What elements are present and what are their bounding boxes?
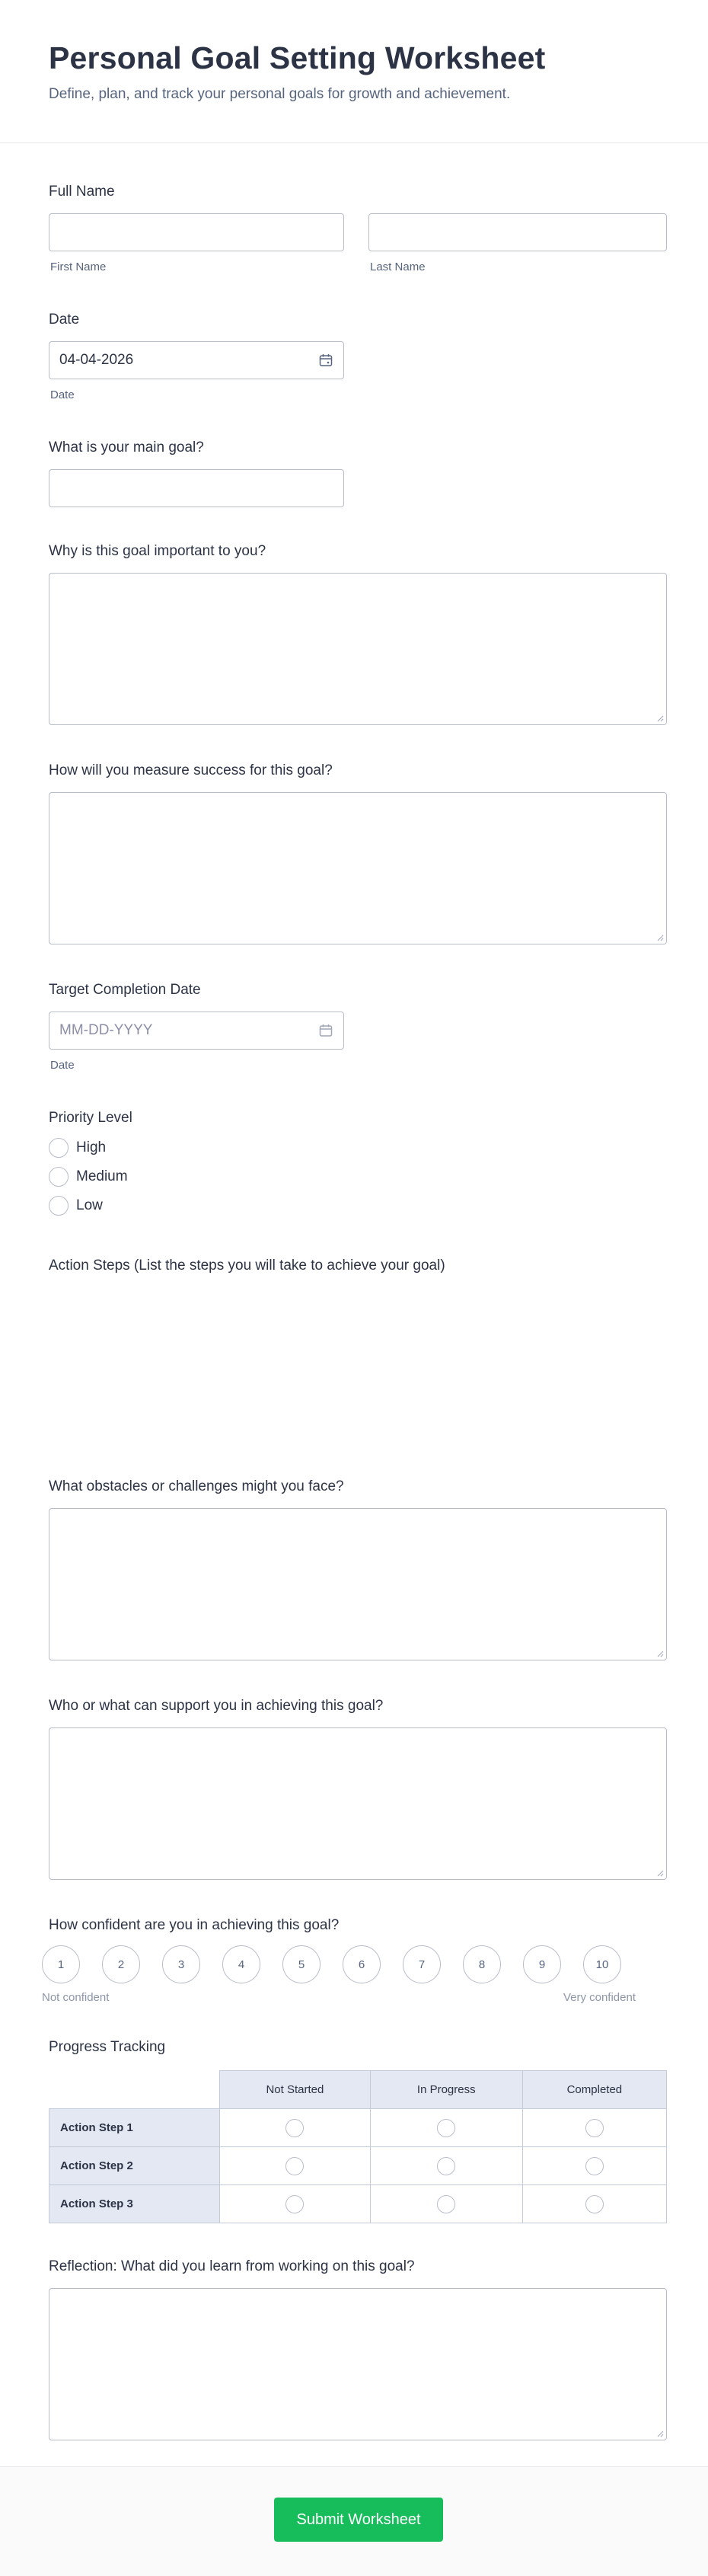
resize-handle-icon[interactable] [656,1650,664,1657]
why-important-field [49,542,667,733]
date-value: 04-04-2026 [59,352,134,368]
reflection-field [49,2258,667,2448]
progress-label: Progress Tracking [49,2039,166,2055]
priority-option-label: Medium [76,1168,128,1184]
target-date-label: Target Completion Date [49,982,201,998]
scale-low-label: Not confident [42,1991,110,2004]
radio-button[interactable] [437,2119,455,2137]
obstacles-textarea[interactable] [49,1508,667,1660]
table-row [49,2109,667,2147]
radio-button[interactable] [285,2157,304,2175]
radio-button[interactable] [585,2195,604,2213]
calendar-icon[interactable] [319,353,333,367]
date-field [49,311,667,410]
matrix-row-header: Action Step 2 [49,2147,220,2185]
full-name-field [49,183,667,274]
radio-button[interactable] [49,1138,69,1158]
resize-handle-icon[interactable] [656,714,664,722]
progress-matrix [49,2070,667,2223]
progress-field [49,2038,667,2061]
scale-option-5[interactable]: 5 [282,1945,321,1983]
radio-button[interactable] [49,1167,69,1187]
support-textarea[interactable] [49,1727,667,1880]
date-sublabel: Date [50,388,75,401]
scale-option-6[interactable]: 6 [343,1945,381,1983]
why-important-label: Why is this goal important to you? [49,543,266,559]
table-row [49,2185,667,2223]
measure-success-field [49,762,667,952]
scale-option-10[interactable]: 10 [583,1945,621,1983]
measure-success-textarea[interactable] [49,792,667,944]
priority-option-label: Low [76,1197,103,1213]
last-name-sublabel: Last Name [370,260,426,273]
form-header [0,0,708,143]
action-steps-label: Action Steps (List the steps you will take to achieve your goal) [49,1258,445,1274]
matrix-row-header: Action Step 1 [49,2109,220,2147]
confidence-label: How confident are you in achieving this goal? [49,1917,340,1933]
scale-option-2[interactable]: 2 [102,1945,140,1983]
calendar-icon[interactable] [319,1024,333,1037]
radio-button[interactable] [585,2157,604,2175]
date-input[interactable] [49,341,344,379]
full-name-label: Full Name [49,184,115,200]
date-label: Date [49,312,80,328]
measure-success-label: How will you measure success for this goal? [49,762,333,778]
scale-option-1[interactable]: 1 [42,1945,80,1983]
submit-button[interactable]: Submit Worksheet [274,2498,443,2542]
why-important-textarea[interactable] [49,573,667,725]
matrix-column-header: Completed [522,2071,666,2109]
scale-high-label: Very confident [563,1991,636,2004]
main-goal-field [49,439,667,515]
priority-label: Priority Level [49,1110,132,1126]
target-date-sublabel: Date [50,1059,75,1072]
resize-handle-icon[interactable] [656,934,664,941]
support-label: Who or what can support you in achieving this goal? [49,1698,384,1714]
confidence-scale [42,1945,666,2014]
matrix-column-header: In Progress [370,2071,522,2109]
radio-button[interactable] [437,2157,455,2175]
first-name-sublabel: First Name [50,260,107,273]
radio-button[interactable] [585,2119,604,2137]
first-name-input[interactable] [49,213,344,251]
reflection-label: Reflection: What did you learn from working on this goal? [49,2258,415,2274]
priority-option-medium[interactable] [49,1165,128,1188]
radio-button[interactable] [285,2119,304,2137]
radio-button[interactable] [437,2195,455,2213]
reflection-textarea[interactable] [49,2288,667,2440]
resize-handle-icon[interactable] [656,1869,664,1877]
matrix-corner [49,2071,220,2109]
radio-button[interactable] [49,1196,69,1216]
target-date-input[interactable] [49,1012,344,1050]
page-title: Personal Goal Setting Worksheet [49,40,546,75]
target-date-field [49,981,667,1080]
resize-handle-icon[interactable] [656,2430,664,2437]
main-goal-label: What is your main goal? [49,439,204,455]
priority-option-label: High [76,1139,107,1155]
main-goal-input[interactable] [49,469,344,507]
target-date-placeholder: MM-DD-YYYY [59,1022,153,1038]
scale-option-4[interactable]: 4 [222,1945,260,1983]
obstacles-label: What obstacles or challenges might you face? [49,1478,344,1494]
form-footer [0,2466,708,2576]
confidence-field [49,1916,667,1939]
last-name-input[interactable] [368,213,667,251]
scale-option-8[interactable]: 8 [463,1945,501,1983]
priority-option-low[interactable] [49,1194,103,1217]
scale-option-9[interactable]: 9 [523,1945,561,1983]
priority-option-high[interactable] [49,1136,106,1159]
page-subtitle: Define, plan, and track your personal goals for growth and achievement. [49,86,511,102]
matrix-row-header: Action Step 3 [49,2185,220,2223]
radio-button[interactable] [285,2195,304,2213]
scale-option-7[interactable]: 7 [403,1945,441,1983]
action-steps-field [49,1257,667,1455]
scale-option-3[interactable]: 3 [162,1945,200,1983]
priority-field [49,1109,667,1223]
support-field [49,1697,667,1887]
table-row [49,2147,667,2185]
obstacles-field [49,1478,667,1668]
matrix-column-header: Not Started [220,2071,371,2109]
